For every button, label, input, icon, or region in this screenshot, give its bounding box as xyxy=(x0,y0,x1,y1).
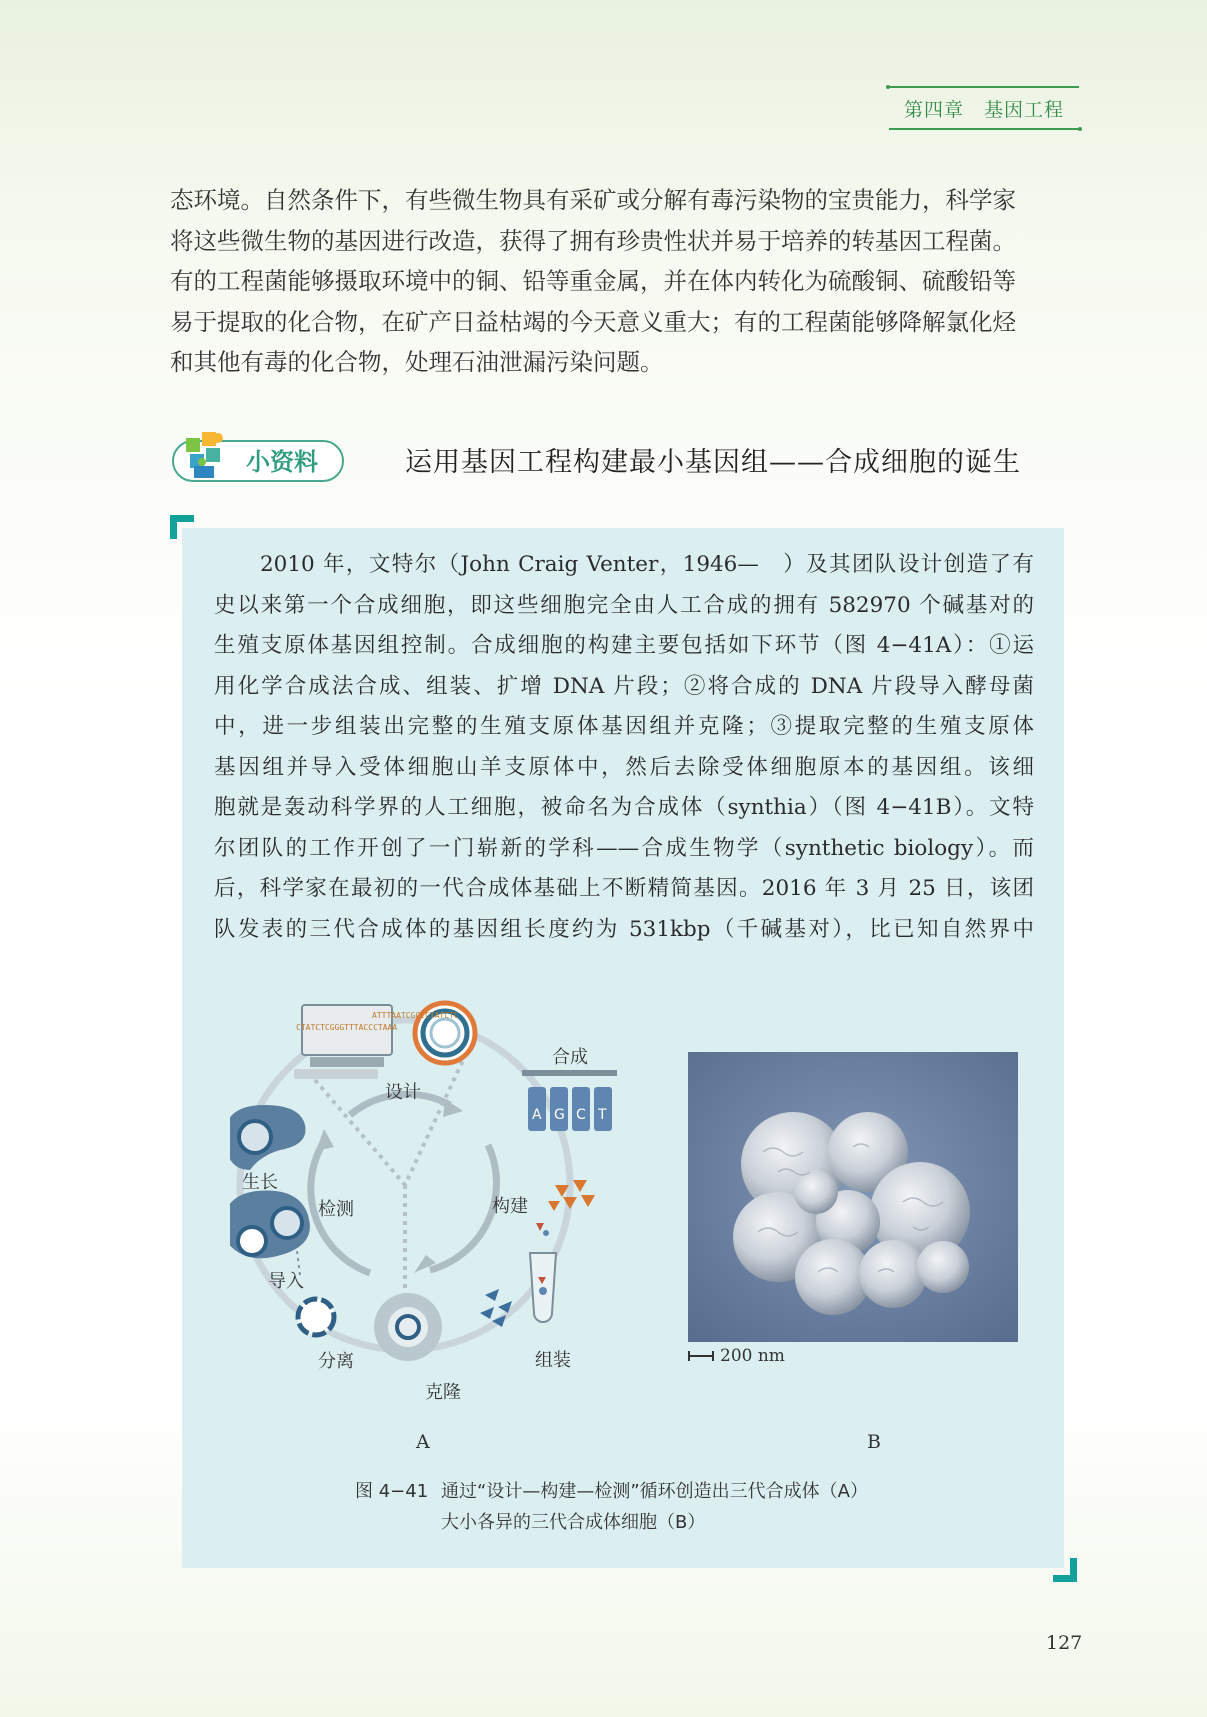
info-line: 尔团队的工作开创了一门崭新的学科——合成生物学（synthetic biology）。而 xyxy=(214,835,1034,861)
info-line: 基因组并导入受体细胞山羊支原体中，然后去除受体细胞原本的基因组。该细 xyxy=(214,754,1034,780)
info-line: 中，进一步组装出完整的生殖支原体基因组并克隆；③提取完整的生殖支原体 xyxy=(214,714,1034,739)
info-badge xyxy=(172,432,342,484)
scale-bar xyxy=(688,1346,785,1366)
label-construct: 构建 xyxy=(492,1196,528,1217)
chapter-topic: 基因工程 xyxy=(984,98,1065,121)
page-number: 127 xyxy=(1046,1632,1083,1654)
chapter-number: 第四章 xyxy=(903,98,964,121)
base-label: G xyxy=(554,1107,565,1123)
badge-label: 小资料 xyxy=(246,448,318,476)
dna-sequence-text: ATTTAATCGCCCTATCTC xyxy=(372,1011,459,1020)
label-clone: 克隆 xyxy=(425,1382,461,1403)
caption-line-2: 大小各异的三代合成体细胞（B） xyxy=(441,1512,706,1533)
base-label: C xyxy=(576,1107,586,1123)
label-detect: 检测 xyxy=(318,1199,354,1220)
figure-caption xyxy=(355,1476,868,1538)
dna-sequence-text: CTATCTCGGGTTTACCCTAAA xyxy=(296,1023,398,1032)
scale-bar-label: 200 nm xyxy=(720,1346,785,1366)
label-synthesis: 合成 xyxy=(552,1047,588,1068)
scale-bar-line xyxy=(688,1351,714,1361)
body-line: 有的工程菌能够摄取环境中的铜、铅等重金属，并在体内转化为硫酸铜、硫酸铅等 xyxy=(170,267,1016,295)
info-box-text xyxy=(214,545,1034,950)
panel-label-a: A xyxy=(416,1431,430,1453)
label-assemble: 组装 xyxy=(535,1350,571,1371)
label-growth: 生长 xyxy=(242,1172,278,1193)
body-line: 和其他有毒的化合物，处理石油泄漏污染问题。 xyxy=(170,348,664,376)
micrograph-image xyxy=(688,1052,1018,1342)
chapter-header xyxy=(889,86,1079,130)
label-separate: 分离 xyxy=(318,1351,354,1372)
panel-label-b: B xyxy=(867,1431,881,1453)
label-import: 导入 xyxy=(268,1271,304,1292)
caption-line-1: 通过“设计—构建—检测”循环创造出三代合成体（A） xyxy=(441,1481,868,1502)
cycle-diagram xyxy=(230,995,630,1405)
base-label: A xyxy=(532,1107,542,1123)
info-line: 史以来第一个合成细胞，即这些细胞完全由人工合成的拥有 582970 个碱基对的 xyxy=(214,592,1034,618)
body-line: 将这些微生物的基因进行改造，获得了拥有珍贵性状并易于培养的转基因工程菌。 xyxy=(170,226,1016,255)
info-line: 队发表的三代合成体的基因组长度约为 531kbp（千碱基对），比已知自然界中 xyxy=(214,916,1034,942)
info-line: 2010 年，文特尔（John Craig Venter，1946— ）及其团队设计创造了有 xyxy=(260,552,1034,577)
puzzle-icon xyxy=(186,432,238,482)
label-design: 设计 xyxy=(385,1082,421,1103)
body-line: 易于提取的化合物，在矿产日益枯竭的今天意义重大；有的工程菌能够降解氯化烃 xyxy=(170,307,1016,336)
micrograph-art xyxy=(688,1052,1018,1342)
body-line: 态环境。自然条件下，有些微生物具有采矿或分解有毒污染物的宝贵能力，科学家 xyxy=(170,186,1016,214)
info-line: 生殖支原体基因组控制。合成细胞的构建主要包括如下环节（图 4−41A）：①运 xyxy=(214,633,1034,658)
corner-mark-bottom-right xyxy=(1053,1558,1077,1582)
body-paragraph xyxy=(170,180,1080,383)
caption-number: 图 4−41 xyxy=(355,1481,429,1502)
info-line: 胞就是轰动科学界的人工细胞，被命名为合成体（synthia）（图 4−41B）。文特 xyxy=(214,795,1034,820)
info-box-title: 运用基因工程构建最小基因组——合成细胞的诞生 xyxy=(405,447,1021,478)
info-line: 后，科学家在最初的一代合成体基础上不断精简基因。2016 年 3 月 25 日，该团 xyxy=(214,876,1034,901)
base-label: T xyxy=(598,1107,607,1123)
info-line: 用化学合成法合成、组装、扩增 DNA 片段；②将合成的 DNA 片段导入酵母菌 xyxy=(214,673,1034,699)
